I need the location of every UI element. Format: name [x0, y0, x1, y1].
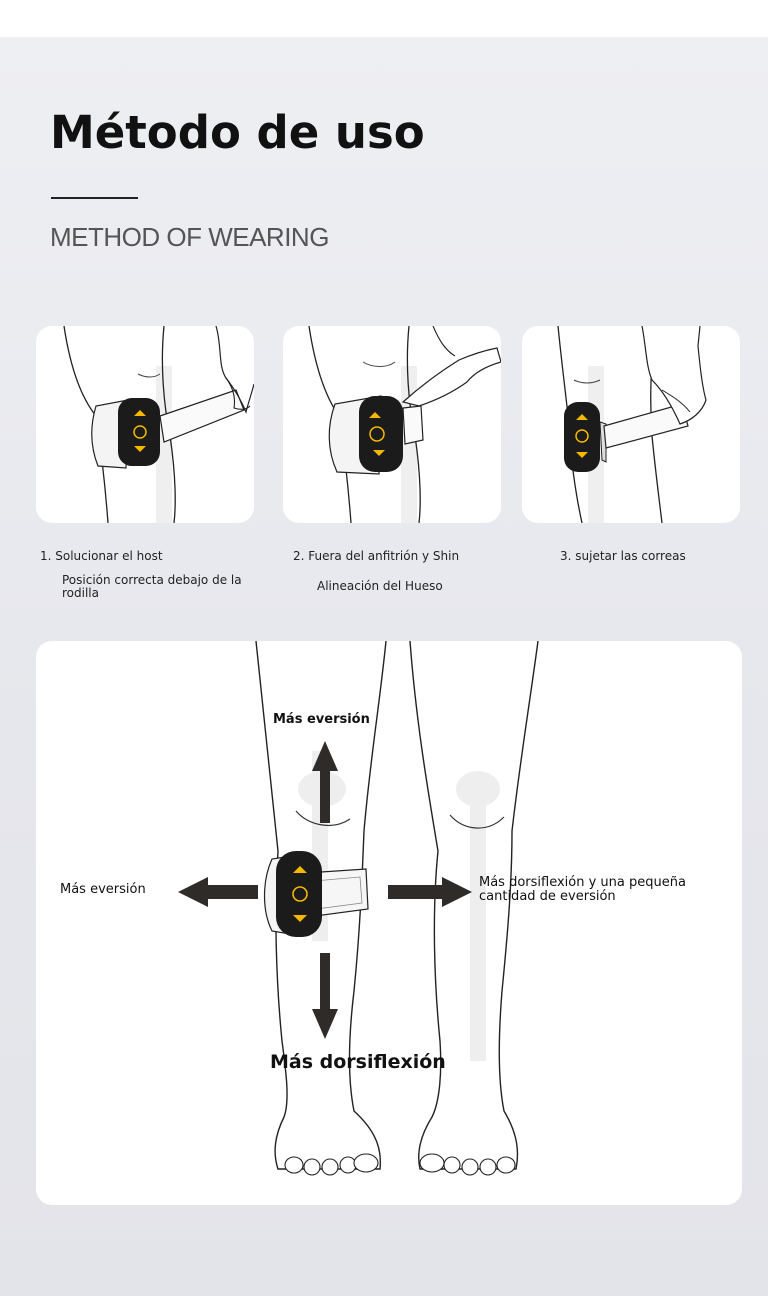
page-title: Método de uso	[50, 106, 425, 159]
device-body	[276, 851, 322, 937]
step-1-label: 1. Solucionar el host	[40, 549, 163, 563]
step-2-illustration	[283, 326, 501, 523]
arrow-down	[312, 953, 338, 1039]
step-3-illustration	[522, 326, 740, 523]
step-2-label: 2. Fuera del anfitrión y Shin	[293, 549, 460, 563]
bone-guide-right	[470, 776, 486, 1061]
direction-right-label: Más dorsiflexión y una pequeña cantidad de eversión	[479, 875, 686, 904]
step-3-label: 3. sujetar las correas	[560, 549, 686, 563]
step-1-description: Posición correcta debajo de la rodilla	[62, 573, 242, 600]
wearing-direction-diagram	[36, 641, 742, 1205]
direction-left-label: Más eversión	[60, 882, 146, 897]
title-divider	[51, 197, 138, 199]
page-subtitle: METHOD OF WEARING	[50, 222, 329, 252]
step-2-description: Alineación del Hueso	[317, 579, 443, 593]
direction-up-label: Más eversión	[273, 712, 370, 727]
arrow-left	[178, 877, 258, 907]
direction-down-label: Más dorsiflexión	[270, 1051, 446, 1073]
step-1-illustration	[36, 326, 254, 523]
arrow-right	[388, 877, 472, 907]
